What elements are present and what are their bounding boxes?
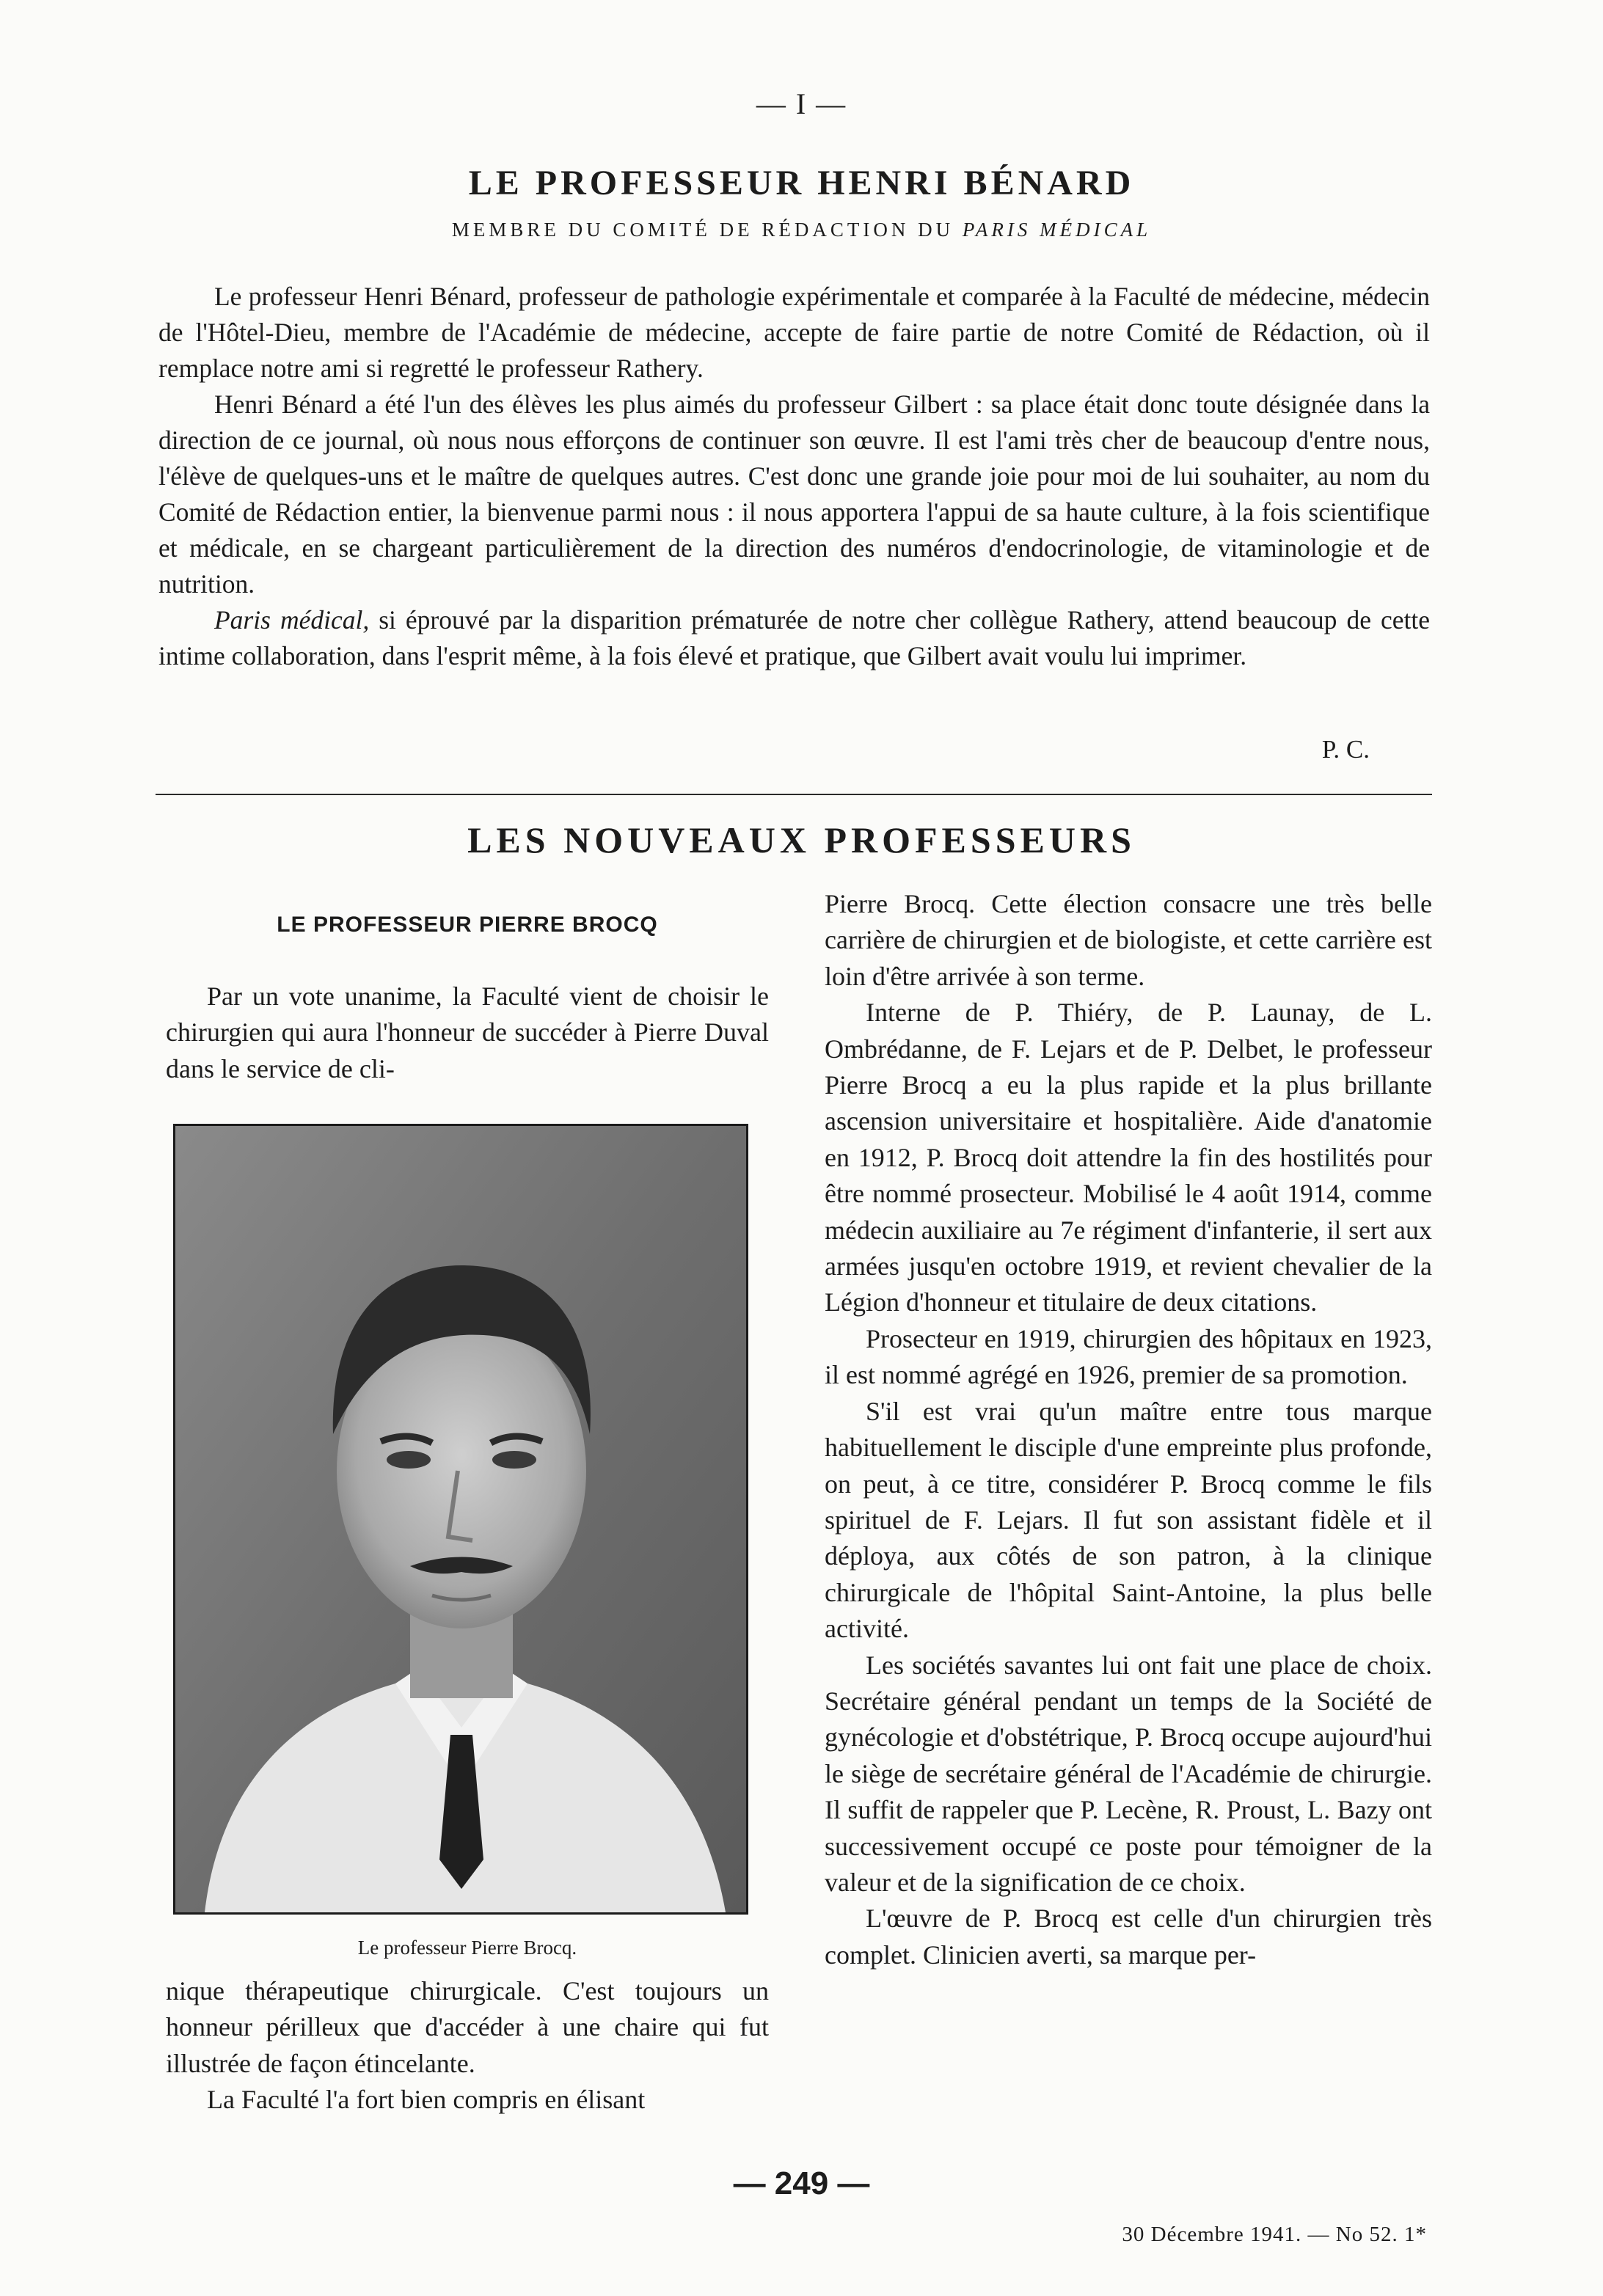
intro-text xyxy=(158,279,1430,674)
portrait-photo xyxy=(173,1124,748,1915)
right-column xyxy=(825,886,1432,1973)
left-paragraph-3: La Faculté l'a fort bien compris en élisant xyxy=(207,2085,646,2115)
page-number: — 249 — xyxy=(733,2165,870,2201)
right-paragraph-2: Interne de P. Thiéry, de P. Launay, de L. Ombrédanne, de F. Lejars et de P. Delbet, le professeur Pierre Brocq a eu la plus rapide et la plus brillante ascension universitaire et hospitalière. Aide d'anatomie en 1912, P. Brocq doit attendre la fin des hostilités pour être nommé prosecteur. Mobilisé le 4 août 1914, comme médecin auxiliaire au 7e régiment d'infanterie, il sert aux armées jusqu'en octobre 1919, et revient chevalier de la Légion d'honneur et titulaire de deux citations. xyxy=(825,998,1432,1317)
left-paragraph-2: nique thérapeutique chirurgicale. C'est toujours un honneur périlleux que d'accéder à une chaire qui fut illustrée de façon étincelante. xyxy=(166,1976,769,2078)
intro-paragraph-3 xyxy=(158,602,1430,674)
article-title: LE PROFESSEUR HENRI BÉNARD xyxy=(468,164,1135,202)
signature: P. C. xyxy=(1321,735,1370,764)
section-subtitle: LE PROFESSEUR PIERRE BROCQ xyxy=(277,913,658,937)
right-paragraph-6: L'œuvre de P. Brocq est celle d'un chirurgien très complet. Clinicien averti, sa marque per- xyxy=(825,1904,1432,1970)
left-column-top xyxy=(166,979,769,1087)
subtitle-plain: MEMBRE DU COMITÉ DE RÉDACTION DU xyxy=(451,219,954,241)
photo-caption: Le professeur Pierre Brocq. xyxy=(357,1937,577,1959)
page-marker: — I — xyxy=(756,87,847,120)
section-title: LES NOUVEAUX PROFESSEURS xyxy=(467,819,1136,860)
left-paragraph-1: Par un vote unanime, la Faculté vient de choisir le chirurgien qui aura l'honneur de succéder à Pierre Duval dans le service de cli- xyxy=(166,981,769,1083)
intro-paragraph-3-text: si éprouvé par la disparition prématurée de notre cher collègue Rathery, attend beaucoup de cette intime collaboration, dans l'esprit même, à la fois élevé et pratique, que Gilbert avait voulu lui imprimer. xyxy=(158,605,1430,670)
article-subtitle xyxy=(0,219,1603,241)
issue-date: 30 Décembre 1941. — No 52. 1* xyxy=(1122,2223,1427,2246)
intro-paragraph-1: Le professeur Henri Bénard, professeur de pathologie expérimentale et comparée à la Faculté de médecine, médecin de l'Hôtel-Dieu, membre de l'Académie de médecine, accepte de faire partie de notre Comité de Rédaction, où il remplace notre ami si regretté le professeur Rathery. xyxy=(158,282,1430,383)
portrait-image xyxy=(175,1126,746,1912)
subtitle-journal: PARIS MÉDICAL xyxy=(962,219,1152,241)
left-column-bottom xyxy=(166,1973,769,2118)
right-paragraph-4: S'il est vrai qu'un maître entre tous marque habituellement le disciple d'une empreinte plus profonde, on peut, à ce titre, considérer P. Brocq comme le fils spirituel de F. Lejars. Il fut son assistant fidèle et il déploya, aux côtés de son patron, à la clinique chirurgicale de l'hôpital Saint-Antoine, la plus belle activité. xyxy=(825,1396,1432,1644)
right-paragraph-5: Les sociétés savantes lui ont fait une place de choix. Secrétaire général pendant un temps de la Société de gynécologie et d'obstétrique, P. Brocq occupe aujourd'hui le siège de secrétaire général de l'Académie de chirurgie. Il suffit de rappeler que P. Lecène, R. Proust, L. Bazy ont successivement occupé ce poste pour témoigner de la valeur et de la signification de ce choix. xyxy=(825,1650,1432,1897)
right-paragraph-1: Pierre Brocq. Cette élection consacre une très belle carrière de chirurgien et de biologiste, et cette carrière est loin d'être arrivée à son terme. xyxy=(825,889,1432,991)
intro-paragraph-2: Henri Bénard a été l'un des élèves les plus aimés du professeur Gilbert : sa place était donc toute désignée dans la direction de ce journal, où nous nous efforçons de continuer son œuvre. Il est l'ami très cher de beaucoup d'entre nous, l'élève de quelques-uns et le maître de quelques autres. C'est donc une grande joie pour moi de lui souhaiter, au nom du Comité de Rédaction entier, la bienvenue parmi nous : il nous apportera l'appui de sa haute culture, à la fois scientifique et médicale, en se chargeant particulièrement de la direction des numéros d'endocrinologie, de vitaminologie et de nutrition. xyxy=(158,390,1430,599)
journal-name: Paris médical, xyxy=(214,605,370,635)
right-paragraph-3: Prosecteur en 1919, chirurgien des hôpitaux en 1923, il est nommé agrégé en 1926, premier de sa promotion. xyxy=(825,1323,1432,1390)
section-divider xyxy=(156,794,1432,795)
